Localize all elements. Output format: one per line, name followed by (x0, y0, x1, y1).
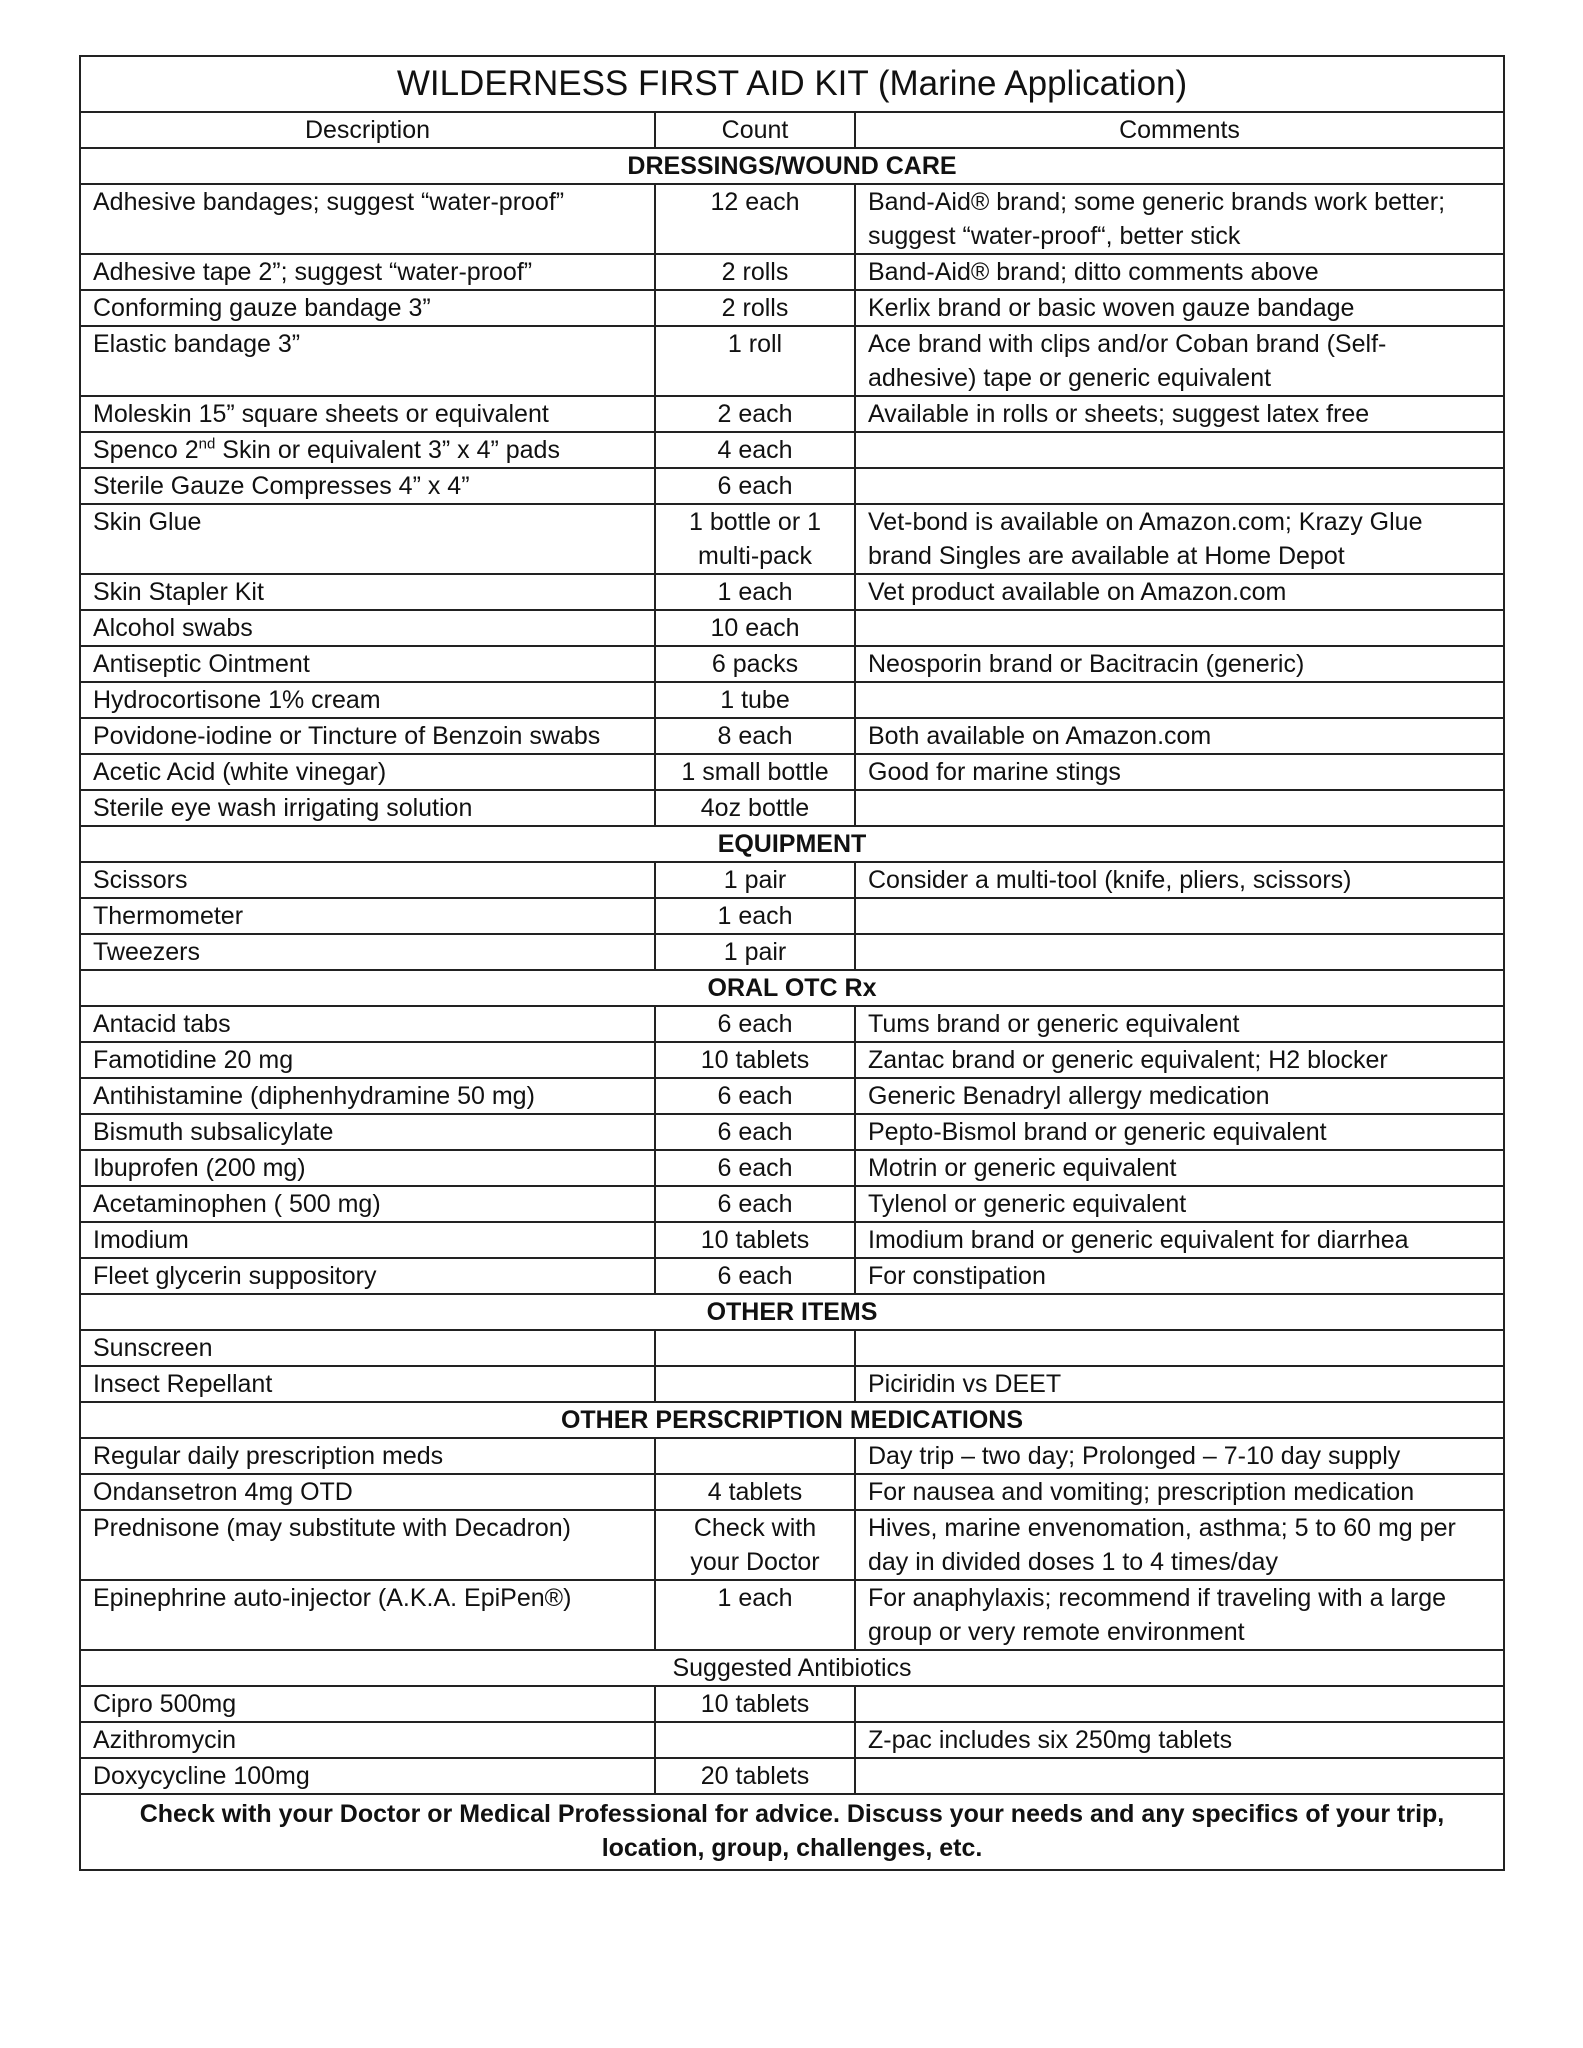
item-comments: Both available on Amazon.com (855, 718, 1504, 754)
table-row (80, 610, 1504, 646)
item-comments: For constipation (855, 1258, 1504, 1294)
item-description: Cipro 500mg (80, 1686, 655, 1722)
item-count: 8 each (655, 718, 855, 754)
section-header-row (80, 970, 1504, 1006)
table-row (80, 1366, 1504, 1402)
table-row (80, 1258, 1504, 1294)
item-description: Prednisone (may substitute with Decadron) (80, 1510, 655, 1580)
first-aid-kit-table (79, 55, 1505, 1871)
item-comments (855, 1686, 1504, 1722)
item-comments (855, 934, 1504, 970)
item-comments: Ace brand with clips and/or Coban brand (Self-adhesive) tape or generic equivalent (855, 326, 1504, 396)
item-count: 1 bottle or 1 multi-pack (655, 504, 855, 574)
item-comments: Day trip – two day; Prolonged – 7-10 day supply (855, 1438, 1504, 1474)
item-comments (855, 790, 1504, 826)
item-count: 10 tablets (655, 1686, 855, 1722)
item-count: 6 packs (655, 646, 855, 682)
item-description: Azithromycin (80, 1722, 655, 1758)
item-description: Alcohol swabs (80, 610, 655, 646)
item-count: 1 each (655, 1580, 855, 1650)
item-comments (855, 432, 1504, 468)
item-description: Ondansetron 4mg OTD (80, 1474, 655, 1510)
item-count: 6 each (655, 1006, 855, 1042)
title-row (80, 56, 1504, 112)
item-description: Insect Repellant (80, 1366, 655, 1402)
table-row (80, 326, 1504, 396)
item-count: 2 each (655, 396, 855, 432)
item-comments (855, 610, 1504, 646)
table-row (80, 184, 1504, 254)
item-description: Adhesive tape 2”; suggest “water-proof” (80, 254, 655, 290)
item-comments: Vet product available on Amazon.com (855, 574, 1504, 610)
table-row (80, 1222, 1504, 1258)
table-row (80, 432, 1504, 468)
table-row (80, 1722, 1504, 1758)
item-count: 2 rolls (655, 254, 855, 290)
item-comments: Consider a multi-tool (knife, pliers, scissors) (855, 862, 1504, 898)
table-row (80, 862, 1504, 898)
item-count (655, 1366, 855, 1402)
table-row (80, 1114, 1504, 1150)
column-header-count: Count (655, 112, 855, 148)
item-count: 4 tablets (655, 1474, 855, 1510)
item-description: Ibuprofen (200 mg) (80, 1150, 655, 1186)
item-description: Conforming gauze bandage 3” (80, 290, 655, 326)
table-row (80, 1186, 1504, 1222)
item-description: Famotidine 20 mg (80, 1042, 655, 1078)
item-description: Scissors (80, 862, 655, 898)
item-count (655, 1722, 855, 1758)
item-description: Doxycycline 100mg (80, 1758, 655, 1794)
table-row (80, 1006, 1504, 1042)
item-description: Epinephrine auto-injector (A.K.A. EpiPen®) (80, 1580, 655, 1650)
item-comments (855, 468, 1504, 504)
item-description: Sunscreen (80, 1330, 655, 1366)
item-count: 1 small bottle (655, 754, 855, 790)
item-count: 6 each (655, 1114, 855, 1150)
footer-row (80, 1794, 1504, 1870)
table-row (80, 934, 1504, 970)
item-description: Regular daily prescription meds (80, 1438, 655, 1474)
item-description: Antiseptic Ointment (80, 646, 655, 682)
item-description: Sterile Gauze Compresses 4” x 4” (80, 468, 655, 504)
section-header-row (80, 148, 1504, 184)
item-comments: Neosporin brand or Bacitracin (generic) (855, 646, 1504, 682)
item-count: 1 pair (655, 934, 855, 970)
column-header-comments: Comments (855, 112, 1504, 148)
item-count: 20 tablets (655, 1758, 855, 1794)
table-row (80, 254, 1504, 290)
item-comments: Available in rolls or sheets; suggest latex free (855, 396, 1504, 432)
item-description: Adhesive bandages; suggest “water-proof” (80, 184, 655, 254)
item-description: Skin Stapler Kit (80, 574, 655, 610)
item-description: Spenco 2nd Skin or equivalent 3” x 4” pads (80, 432, 655, 468)
item-comments: Tums brand or generic equivalent (855, 1006, 1504, 1042)
footer-note: Check with your Doctor or Medical Professional for advice. Discuss your needs and any specifics of your trip, location, group, challenges, etc. (80, 1794, 1504, 1870)
item-count: 2 rolls (655, 290, 855, 326)
item-count: 1 each (655, 898, 855, 934)
section-subheading: Suggested Antibiotics (80, 1650, 1504, 1686)
item-comments (855, 682, 1504, 718)
item-count: 1 pair (655, 862, 855, 898)
item-description: Bismuth subsalicylate (80, 1114, 655, 1150)
item-description: Tweezers (80, 934, 655, 970)
table-row (80, 396, 1504, 432)
item-comments: Hives, marine envenomation, asthma; 5 to 60 mg per day in divided doses 1 to 4 times/day (855, 1510, 1504, 1580)
section-header-row (80, 1650, 1504, 1686)
item-comments: Kerlix brand or basic woven gauze bandage (855, 290, 1504, 326)
table-row (80, 504, 1504, 574)
table-row (80, 718, 1504, 754)
table-row (80, 754, 1504, 790)
item-comments: Band-Aid® brand; ditto comments above (855, 254, 1504, 290)
item-count: 4oz bottle (655, 790, 855, 826)
table-row (80, 646, 1504, 682)
item-comments: Motrin or generic equivalent (855, 1150, 1504, 1186)
item-comments: Band-Aid® brand; some generic brands work better; suggest “water-proof“, better stick (855, 184, 1504, 254)
table-row (80, 1580, 1504, 1650)
item-comments: Vet-bond is available on Amazon.com; Krazy Glue brand Singles are available at Home Depot (855, 504, 1504, 574)
table-row (80, 898, 1504, 934)
item-comments: Imodium brand or generic equivalent for diarrhea (855, 1222, 1504, 1258)
item-description: Imodium (80, 1222, 655, 1258)
item-count: 6 each (655, 1078, 855, 1114)
table-row (80, 790, 1504, 826)
page-title: WILDERNESS FIRST AID KIT (Marine Application) (80, 56, 1504, 112)
item-count: 6 each (655, 1186, 855, 1222)
section-header-row (80, 1294, 1504, 1330)
item-comments: For nausea and vomiting; prescription medication (855, 1474, 1504, 1510)
item-comments: Piciridin vs DEET (855, 1366, 1504, 1402)
item-count: 10 tablets (655, 1042, 855, 1078)
table-row (80, 682, 1504, 718)
item-description: Thermometer (80, 898, 655, 934)
table-row (80, 1758, 1504, 1794)
item-count (655, 1438, 855, 1474)
item-description: Acetic Acid (white vinegar) (80, 754, 655, 790)
table-row (80, 1686, 1504, 1722)
item-comments: Good for marine stings (855, 754, 1504, 790)
item-description: Antihistamine (diphenhydramine 50 mg) (80, 1078, 655, 1114)
table-body (80, 56, 1504, 1870)
item-count (655, 1330, 855, 1366)
item-comments: For anaphylaxis; recommend if traveling with a large group or very remote environment (855, 1580, 1504, 1650)
table-row (80, 1330, 1504, 1366)
item-description: Fleet glycerin suppository (80, 1258, 655, 1294)
item-count: Check with your Doctor (655, 1510, 855, 1580)
item-count: 12 each (655, 184, 855, 254)
item-description: Acetaminophen ( 500 mg) (80, 1186, 655, 1222)
table-row (80, 290, 1504, 326)
section-header-row (80, 826, 1504, 862)
section-heading: OTHER PERSCRIPTION MEDICATIONS (80, 1402, 1504, 1438)
item-count: 10 each (655, 610, 855, 646)
item-count: 6 each (655, 1150, 855, 1186)
item-comments: Generic Benadryl allergy medication (855, 1078, 1504, 1114)
item-comments: Zantac brand or generic equivalent; H2 blocker (855, 1042, 1504, 1078)
item-comments (855, 898, 1504, 934)
item-count: 1 roll (655, 326, 855, 396)
item-description: Moleskin 15” square sheets or equivalent (80, 396, 655, 432)
item-description: Povidone-iodine or Tincture of Benzoin swabs (80, 718, 655, 754)
item-count: 4 each (655, 432, 855, 468)
section-header-row (80, 1402, 1504, 1438)
table-row (80, 1042, 1504, 1078)
item-description: Skin Glue (80, 504, 655, 574)
table-row (80, 1150, 1504, 1186)
item-comments: Tylenol or generic equivalent (855, 1186, 1504, 1222)
item-comments: Pepto-Bismol brand or generic equivalent (855, 1114, 1504, 1150)
section-heading: EQUIPMENT (80, 826, 1504, 862)
table-row (80, 574, 1504, 610)
table-row (80, 1438, 1504, 1474)
table-row (80, 1474, 1504, 1510)
section-heading: ORAL OTC Rx (80, 970, 1504, 1006)
item-comments: Z-pac includes six 250mg tablets (855, 1722, 1504, 1758)
item-description: Elastic bandage 3” (80, 326, 655, 396)
column-header-description: Description (80, 112, 655, 148)
column-header-row (80, 112, 1504, 148)
table-row (80, 468, 1504, 504)
table-row (80, 1510, 1504, 1580)
item-count: 1 each (655, 574, 855, 610)
item-comments (855, 1330, 1504, 1366)
item-comments (855, 1758, 1504, 1794)
section-heading: OTHER ITEMS (80, 1294, 1504, 1330)
item-count: 6 each (655, 468, 855, 504)
item-count: 1 tube (655, 682, 855, 718)
item-count: 10 tablets (655, 1222, 855, 1258)
item-description: Sterile eye wash irrigating solution (80, 790, 655, 826)
item-description: Hydrocortisone 1% cream (80, 682, 655, 718)
section-heading: DRESSINGS/WOUND CARE (80, 148, 1504, 184)
table-row (80, 1078, 1504, 1114)
item-count: 6 each (655, 1258, 855, 1294)
item-description: Antacid tabs (80, 1006, 655, 1042)
